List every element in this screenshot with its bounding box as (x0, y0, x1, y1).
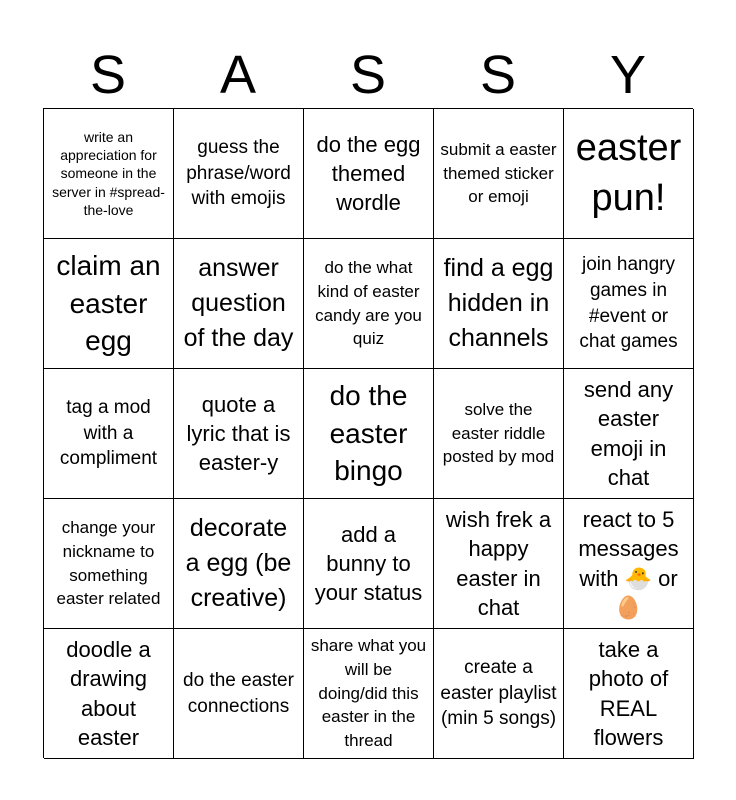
bingo-cell-r4c4[interactable]: wish frek a happy easter in chat (434, 499, 564, 629)
bingo-cell-r5c5[interactable]: take a photo of REAL flowers (564, 629, 694, 759)
bingo-cell-r2c3[interactable]: do the what kind of easter candy are you quiz (304, 239, 434, 369)
bingo-cell-r1c5[interactable]: easter pun! (564, 109, 694, 239)
bingo-cell-r1c1[interactable]: write an appreciation for someone in the server in #spread-the-love (44, 109, 174, 239)
bingo-cell-r5c1[interactable]: doodle a drawing about easter (44, 629, 174, 759)
bingo-cell-r3c2[interactable]: quote a lyric that is easter-y (174, 369, 304, 499)
bingo-cell-r1c4[interactable]: submit a easter themed sticker or emoji (434, 109, 564, 239)
bingo-board (43, 108, 693, 758)
bingo-cell-r5c2[interactable]: do the easter connections (174, 629, 304, 759)
bingo-cell-r4c5[interactable]: react to 5 messages with 🐣 or 🥚 (564, 499, 694, 629)
bingo-cell-r3c3[interactable]: do the easter bingo (304, 369, 434, 499)
bingo-cell-r2c5[interactable]: join hangry games in #event or chat games (564, 239, 694, 369)
bingo-cell-r2c4[interactable]: find a egg hidden in channels (434, 239, 564, 369)
bingo-cell-r2c2[interactable]: answer question of the day (174, 239, 304, 369)
bingo-cell-r4c2[interactable]: decorate a egg (be creative) (174, 499, 304, 629)
bingo-cell-r3c4[interactable]: solve the easter riddle posted by mod (434, 369, 564, 499)
header-letter-5: Y (609, 45, 647, 105)
header-letter-4: S (479, 45, 517, 105)
bingo-cell-r3c5[interactable]: send any easter emoji in chat (564, 369, 694, 499)
header-letter-3: S (349, 45, 387, 105)
bingo-cell-r4c3[interactable]: add a bunny to your status (304, 499, 434, 629)
bingo-cell-r5c3[interactable]: share what you will be doing/did this easter in the thread (304, 629, 434, 759)
bingo-cell-r1c3[interactable]: do the egg themed wordle (304, 109, 434, 239)
bingo-cell-r5c4[interactable]: create a easter playlist (min 5 songs) (434, 629, 564, 759)
bingo-cell-r4c1[interactable]: change your nickname to something easter related (44, 499, 174, 629)
header-letter-2: A (219, 45, 257, 105)
bingo-cell-r1c2[interactable]: guess the phrase/word with emojis (174, 109, 304, 239)
bingo-cell-r2c1[interactable]: claim an easter egg (44, 239, 174, 369)
header-letter-1: S (89, 45, 127, 105)
bingo-cell-r3c1[interactable]: tag a mod with a compliment (44, 369, 174, 499)
bingo-header (43, 42, 693, 108)
